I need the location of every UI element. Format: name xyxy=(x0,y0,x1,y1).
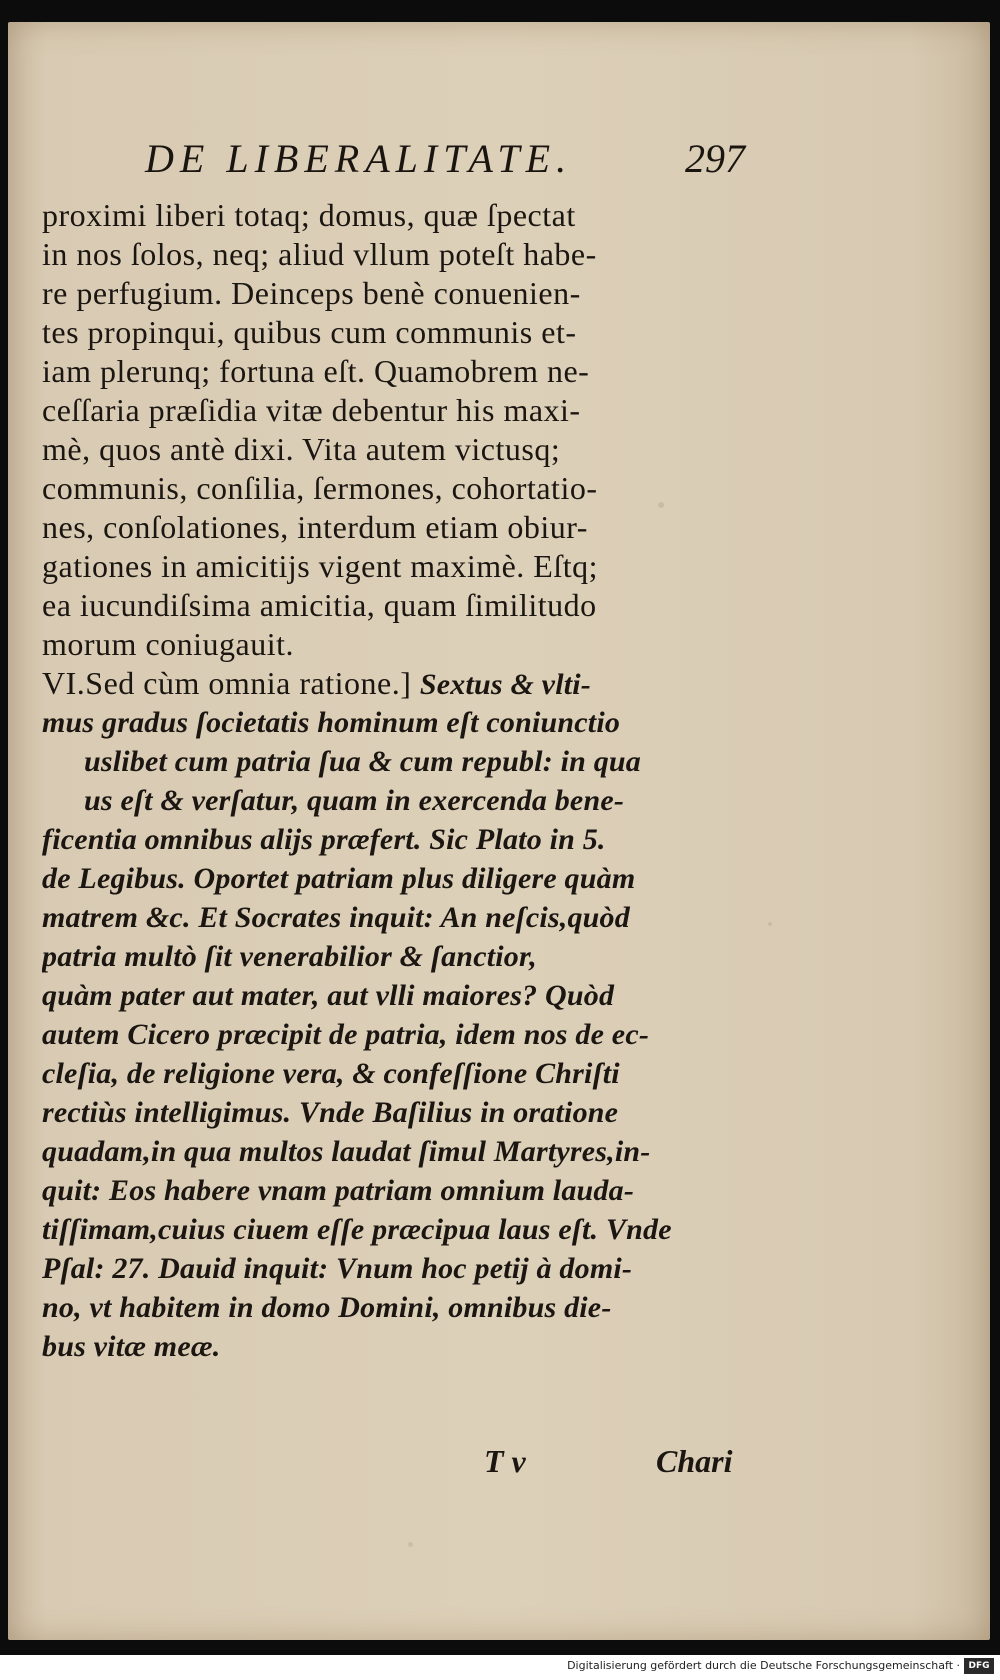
text-line xyxy=(42,781,742,820)
text-line-content: re perfugium. Deinceps benè conuenien- xyxy=(42,275,581,311)
page-header xyxy=(145,135,745,183)
text-line-content: matrem &c. Et Socrates inquit: An neſcis,quòd xyxy=(42,901,630,934)
text-line xyxy=(42,196,742,235)
text-line-content: in nos ſolos, neq; aliud vllum poteſt habe- xyxy=(42,236,597,272)
paper-stain xyxy=(408,1542,413,1547)
text-line xyxy=(42,742,742,781)
text-line xyxy=(42,1210,742,1249)
text-line xyxy=(42,352,742,391)
text-line-roman: VI.Sed cùm omnia ratione.] xyxy=(42,665,420,701)
text-line-content: patria multò ſit venerabilior & ſanctior, xyxy=(42,940,537,973)
text-line xyxy=(42,274,742,313)
text-line-content: proximi liberi totaq; domus, quæ ſpectat xyxy=(42,197,576,233)
text-body xyxy=(42,196,742,1366)
text-line xyxy=(42,430,742,469)
paper-stain xyxy=(768,922,772,926)
text-line xyxy=(42,1171,742,1210)
text-line xyxy=(42,313,742,352)
text-line-content: communis, conſilia, ſermones, cohortatio- xyxy=(42,470,598,506)
signature-mark: T v xyxy=(484,1443,526,1479)
text-line-content: quadam,in qua multos laudat ſimul Martyres,in- xyxy=(42,1135,651,1168)
text-line xyxy=(42,469,742,508)
text-line-content: tes propinqui, quibus cum communis et- xyxy=(42,314,577,350)
credit-text: Digitalisierung gefördert durch die Deutsche Forschungsgemeinschaft · xyxy=(567,1659,960,1672)
text-line-content: morum coniugauit. xyxy=(42,626,295,662)
text-line-content: Pſal: 27. Dauid inquit: Vnum hoc petij à domi- xyxy=(42,1252,633,1285)
text-line-content: ceſſaria præſidia vitæ debentur his maxi- xyxy=(42,392,581,428)
text-line xyxy=(42,235,742,274)
text-line-content: rectiùs intelligimus. Vnde Baſilius in oratione xyxy=(42,1096,619,1129)
text-line xyxy=(42,664,742,703)
text-line-content: mus gradus ſocietatis hominum eſt coniunctio xyxy=(42,706,621,739)
text-line xyxy=(42,1054,742,1093)
text-line xyxy=(42,1093,742,1132)
text-line xyxy=(42,508,742,547)
text-line xyxy=(42,391,742,430)
dfg-logo: DFG xyxy=(964,1658,994,1674)
text-line-content: mè, quos antè dixi. Vita autem victusq; xyxy=(42,431,561,467)
text-line xyxy=(42,1132,742,1171)
text-line-content: ficentia omnibus alijs præfert. Sic Plato in 5. xyxy=(42,823,606,856)
text-line xyxy=(42,937,742,976)
text-line-content: ea iucundiſsima amicitia, quam ſimilitudo xyxy=(42,587,597,623)
text-line xyxy=(42,859,742,898)
text-line xyxy=(42,898,742,937)
catchword: Chari xyxy=(656,1443,733,1479)
text-line-italic: Sextus & vlti- xyxy=(419,668,591,701)
text-line-content: quàm pater aut mater, aut vlli maiores? Quòd xyxy=(42,979,615,1012)
text-line xyxy=(42,820,742,859)
text-line-content: de Legibus. Oportet patriam plus diligere quàm xyxy=(42,862,636,895)
text-line-content: nes, conſolationes, interdum etiam obiur- xyxy=(42,509,588,545)
text-line xyxy=(42,703,742,742)
page-number: 297 xyxy=(685,136,745,181)
text-line-content: us eſt & verſatur, quam in exercenda bene- xyxy=(84,784,625,817)
text-line xyxy=(42,586,742,625)
text-line-content: uslibet cum patria ſua & cum republ: in qua xyxy=(84,745,642,778)
text-line xyxy=(42,1249,742,1288)
credit-bar xyxy=(0,1655,1000,1680)
text-line-content: gationes in amicitijs vigent maximè. Eſtq; xyxy=(42,548,599,584)
text-line-content: tiſſimam,cuius ciuem eſſe præcipua laus eſt. Vnde xyxy=(42,1213,672,1246)
text-line-content: bus vitæ meæ. xyxy=(42,1330,221,1363)
text-line-content: no, vt habitem in domo Domini, omnibus die- xyxy=(42,1291,612,1324)
running-title: DE LIBERALITATE. xyxy=(145,136,573,181)
text-line-content: iam plerunq; fortuna eſt. Quamobrem ne- xyxy=(42,353,590,389)
text-line xyxy=(42,625,742,664)
text-line xyxy=(42,1015,742,1054)
text-line xyxy=(42,976,742,1015)
text-line-content: quit: Eos habere vnam patriam omnium lauda- xyxy=(42,1174,635,1207)
text-line xyxy=(42,547,742,586)
text-line xyxy=(42,1288,742,1327)
text-line xyxy=(42,1327,742,1366)
text-line-content: cleſia, de religione vera, & confeſſione Chriſti xyxy=(42,1057,620,1090)
text-line-content: autem Cicero præcipit de patria, idem nos de ec- xyxy=(42,1018,650,1051)
